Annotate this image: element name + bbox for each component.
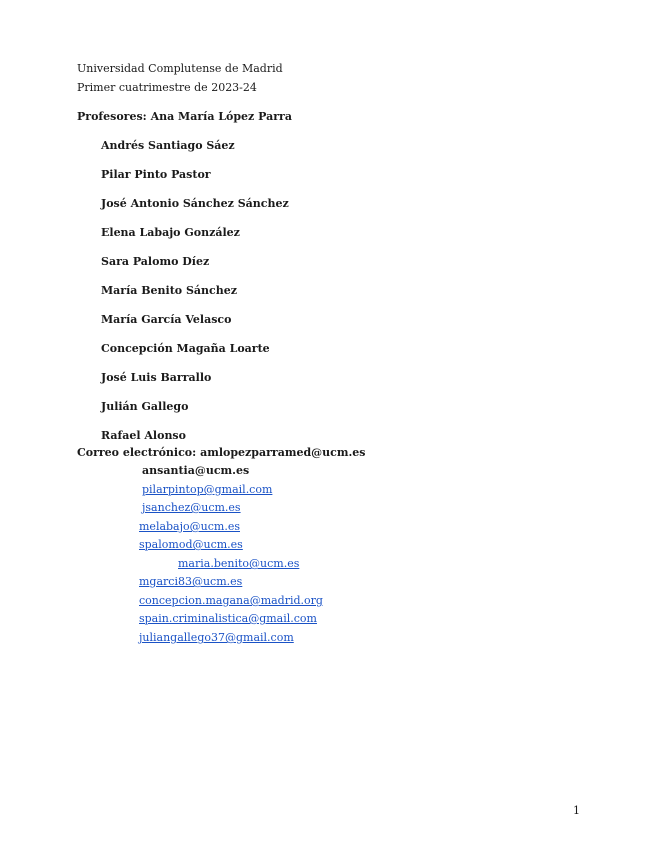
professors-heading [77,110,292,124]
email-link[interactable]: concepcion.magana@madrid.org [139,594,323,607]
professor-name: Sara Palomo Díez [101,255,210,268]
professor-name: Concepción Magaña Loarte [101,342,270,355]
email-link[interactable]: spalomod@ucm.es [139,538,243,551]
email-label: Correo electrónico: [77,446,197,459]
page-number: 1 [573,804,580,817]
email-heading [77,446,366,460]
email-link[interactable]: pilarpintop@gmail.com [142,483,273,496]
professor-name: Rafael Alonso [101,429,186,442]
email-address: amlopezparramed@ucm.es [200,446,366,459]
email-link[interactable]: spain.criminalistica@gmail.com [139,612,317,625]
professor-name: Julián Gallego [101,400,189,413]
professor-name: José Antonio Sánchez Sánchez [101,197,289,210]
university-name: Universidad Complutense de Madrid [77,62,283,75]
email-link[interactable]: jsanchez@ucm.es [142,501,241,514]
email-link[interactable]: mgarci83@ucm.es [139,575,243,588]
professor-name: Pilar Pinto Pastor [101,168,211,181]
professors-label: Profesores: [77,110,147,123]
professor-name: Elena Labajo González [101,226,240,239]
email-link[interactable]: juliangallego37@gmail.com [139,631,294,644]
professor-name: Andrés Santiago Sáez [101,139,235,152]
email-link[interactable]: melabajo@ucm.es [139,520,240,533]
email-link[interactable]: maria.benito@ucm.es [178,557,300,570]
professor-name: María Benito Sánchez [101,284,237,297]
professor-name: José Luis Barrallo [101,371,212,384]
email-address: ansantia@ucm.es [142,464,250,477]
professor-name: Ana María López Parra [150,110,292,123]
professor-name: María García Velasco [101,313,232,326]
term: Primer cuatrimestre de 2023-24 [77,81,257,94]
